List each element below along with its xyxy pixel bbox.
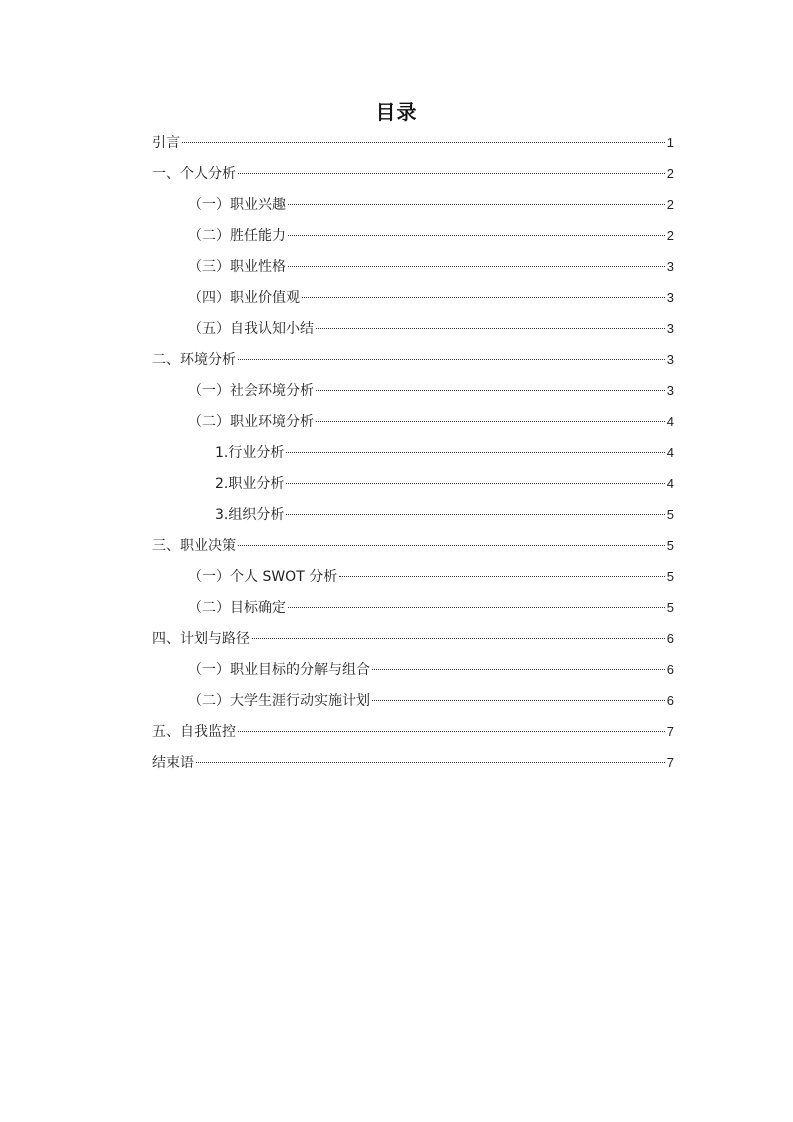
toc-entry[interactable] [152, 220, 674, 251]
toc-entry-page-number: 3 [666, 321, 674, 336]
toc-entry-label: 三、职业决策 [152, 538, 236, 554]
toc-entry-page-number: 3 [666, 259, 674, 274]
toc-entry-label: 四、计划与路径 [152, 631, 250, 647]
toc-entry[interactable] [152, 592, 674, 623]
toc-entry-page-number: 1 [666, 135, 674, 150]
dot-leader [288, 204, 665, 205]
toc-entry-label: （四）职业价值观 [188, 290, 300, 306]
toc-entry-label: 一、个人分析 [152, 166, 236, 182]
dot-leader [238, 173, 665, 174]
dot-leader [372, 669, 665, 670]
dot-leader [339, 576, 665, 577]
toc-entry-page-number: 4 [666, 445, 674, 460]
dot-leader [288, 607, 665, 608]
dot-leader [316, 390, 665, 391]
toc-entry-page-number: 2 [666, 197, 674, 212]
toc-entry-page-number: 3 [666, 383, 674, 398]
toc-entry-page-number: 4 [666, 476, 674, 491]
toc-entry[interactable] [152, 189, 674, 220]
toc-entry-page-number: 2 [666, 228, 674, 243]
dot-leader [372, 700, 665, 701]
table-of-contents [152, 127, 674, 778]
toc-entry[interactable] [152, 251, 674, 282]
toc-entry-label: 引言 [152, 135, 180, 151]
toc-entry-label: （二）大学生涯行动实施计划 [188, 693, 370, 709]
toc-entry[interactable] [152, 499, 674, 530]
toc-entry-page-number: 5 [666, 507, 674, 522]
toc-entry-label: 二、环境分析 [152, 352, 236, 368]
toc-entry[interactable] [152, 344, 674, 375]
toc-entry[interactable] [152, 313, 674, 344]
toc-entry-label: 3.组织分析 [215, 507, 285, 523]
toc-entry[interactable] [152, 437, 674, 468]
dot-leader [252, 638, 665, 639]
dot-leader [316, 328, 665, 329]
toc-entry[interactable] [152, 158, 674, 189]
toc-entry-label: （二）胜任能力 [188, 228, 286, 244]
toc-entry-page-number: 3 [666, 290, 674, 305]
dot-leader [286, 452, 664, 453]
dot-leader [238, 731, 665, 732]
toc-entry[interactable] [152, 375, 674, 406]
toc-entry[interactable] [152, 127, 674, 158]
toc-entry-page-number: 6 [666, 693, 674, 708]
toc-entry-label: （二）职业环境分析 [188, 414, 314, 430]
dot-leader [316, 421, 665, 422]
toc-entry[interactable] [152, 747, 674, 778]
dot-leader [238, 359, 665, 360]
toc-entry-label: （一）职业兴趣 [188, 197, 286, 213]
toc-entry-label: （一）个人 SWOT 分析 [188, 569, 338, 585]
toc-entry[interactable] [152, 282, 674, 313]
toc-entry[interactable] [152, 654, 674, 685]
toc-entry-page-number: 3 [666, 352, 674, 367]
toc-entry-label: 1.行业分析 [215, 445, 285, 461]
toc-entry-page-number: 5 [666, 569, 674, 584]
dot-leader [238, 545, 665, 546]
dot-leader [288, 235, 665, 236]
toc-entry-label: （一）社会环境分析 [188, 383, 314, 399]
toc-entry[interactable] [152, 716, 674, 747]
toc-entry-page-number: 2 [666, 166, 674, 181]
toc-entry-page-number: 7 [666, 755, 674, 770]
toc-entry-label: 五、自我监控 [152, 724, 236, 740]
dot-leader [196, 762, 665, 763]
toc-entry-page-number: 5 [666, 600, 674, 615]
dot-leader [286, 483, 664, 484]
dot-leader [286, 514, 664, 515]
toc-entry[interactable] [152, 530, 674, 561]
toc-entry-page-number: 7 [666, 724, 674, 739]
toc-entry-label: 2.职业分析 [215, 476, 285, 492]
toc-entry-label: （一）职业目标的分解与组合 [188, 662, 370, 678]
dot-leader [302, 297, 665, 298]
toc-entry[interactable] [152, 561, 674, 592]
toc-entry[interactable] [152, 468, 674, 499]
toc-entry-page-number: 6 [666, 631, 674, 646]
dot-leader [288, 266, 665, 267]
toc-entry[interactable] [152, 685, 674, 716]
toc-entry-label: （二）目标确定 [188, 600, 286, 616]
toc-entry-label: （三）职业性格 [188, 259, 286, 275]
page-title: 目录 [375, 100, 418, 124]
toc-entry-label: （五）自我认知小结 [188, 321, 314, 337]
toc-entry[interactable] [152, 406, 674, 437]
toc-entry-page-number: 6 [666, 662, 674, 677]
dot-leader [182, 142, 665, 143]
toc-entry-page-number: 4 [666, 414, 674, 429]
toc-entry-page-number: 5 [666, 538, 674, 553]
toc-entry-label: 结束语 [152, 755, 194, 771]
toc-entry[interactable] [152, 623, 674, 654]
